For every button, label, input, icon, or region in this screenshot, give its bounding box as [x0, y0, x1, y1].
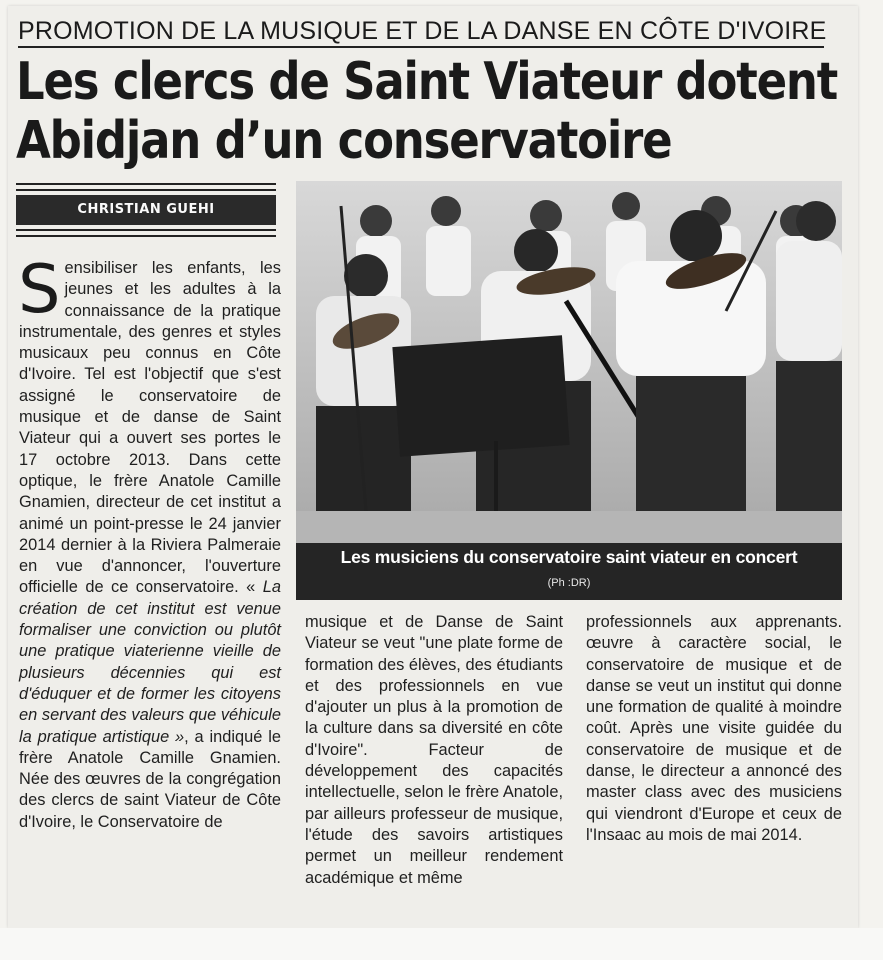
drop-cap: S	[18, 250, 61, 328]
column-1-tail: , a indiqué le frère Anatole Camille Gnamien. Née des œuvres de la congrégation des clercs de saint Viateur de Côte d'Ivoire, le Conservatoire de	[19, 727, 281, 831]
article-photo	[296, 181, 842, 600]
column-1-lead: ensibiliser les enfants, les jeunes et les adultes à la connaissance de la pratique instrumentale, des genres et styles musicaux peu connus en Côte d'Ivoire. Tel est l'objectif que s'est assigné le conservatoire de musique et de danse de Saint Viateur qui a ouvert ses portes le 17 octobre 2013. Dans cette optique, le frère Anatole Camille Gnamien, directeur de cet institut a animé un point-presse le 24 janvier 2014 dernier à la Riviera Palmeraie en vue d'annoncer, l'ouverture officielle de ce conservatoire. «	[19, 259, 281, 597]
headline-line-1: Les clercs de Saint Viateur dotent	[16, 50, 838, 112]
byline-rule-bottom-2	[16, 235, 276, 237]
byline-rule-bottom	[16, 229, 276, 231]
column-3-text: professionnels aux apprenants. œuvre à caractère social, le conservatoire de musique et de danse se veut un institut qui donne une formation de qualité à moindre coût. Après une visite guidée du conservatoire de musique et de danse, le directeur a annoncé des master class avec des musiciens qui viendront d'Europe et ceux de l'Insaac au mois de mai 2014.	[586, 613, 842, 844]
article-column-2	[305, 612, 563, 889]
column-2-text: musique et de Danse de Saint Viateur se veut "une plate forme de formation des élèves, des étudiants et des professionnels en vue d'ajouter un plus à la promotion de la culture dans sa diversité en côte d'Ivoire". Facteur de développement des capacités intellectuelle, selon le frère Anatole, par ailleurs professeur de musique, l'étude des savoirs artistiques permet un meilleur rendement académique et même	[305, 613, 563, 887]
column-1-quote: La création de cet institut est venue formaliser une conviction ou plutôt une pratique viaterienne vieille de plusieurs décennies qui est d'éduquer et de former les citoyens en servant des valeurs que véhicule la pratique artistique »	[19, 578, 281, 746]
byline-box	[16, 183, 276, 241]
photo-credit: (Ph :DR)	[547, 577, 591, 589]
byline-rule-top-2	[16, 189, 276, 191]
article-column-3	[586, 612, 842, 846]
musicians-photo-image	[296, 181, 842, 543]
photo-caption: Les musiciens du conservatoire saint viateur en concert	[340, 547, 798, 567]
article-column-1	[18, 250, 281, 833]
article-kicker: PROMOTION DE LA MUSIQUE ET DE LA DANSE EN CÔTE D'IVOIRE	[18, 16, 824, 48]
headline-line-2: Abidjan d’un conservatoire	[16, 109, 672, 171]
byline-rule-top	[16, 183, 276, 185]
author-byline: CHRISTIAN GUEHI	[16, 195, 276, 225]
page-margin	[0, 928, 883, 960]
